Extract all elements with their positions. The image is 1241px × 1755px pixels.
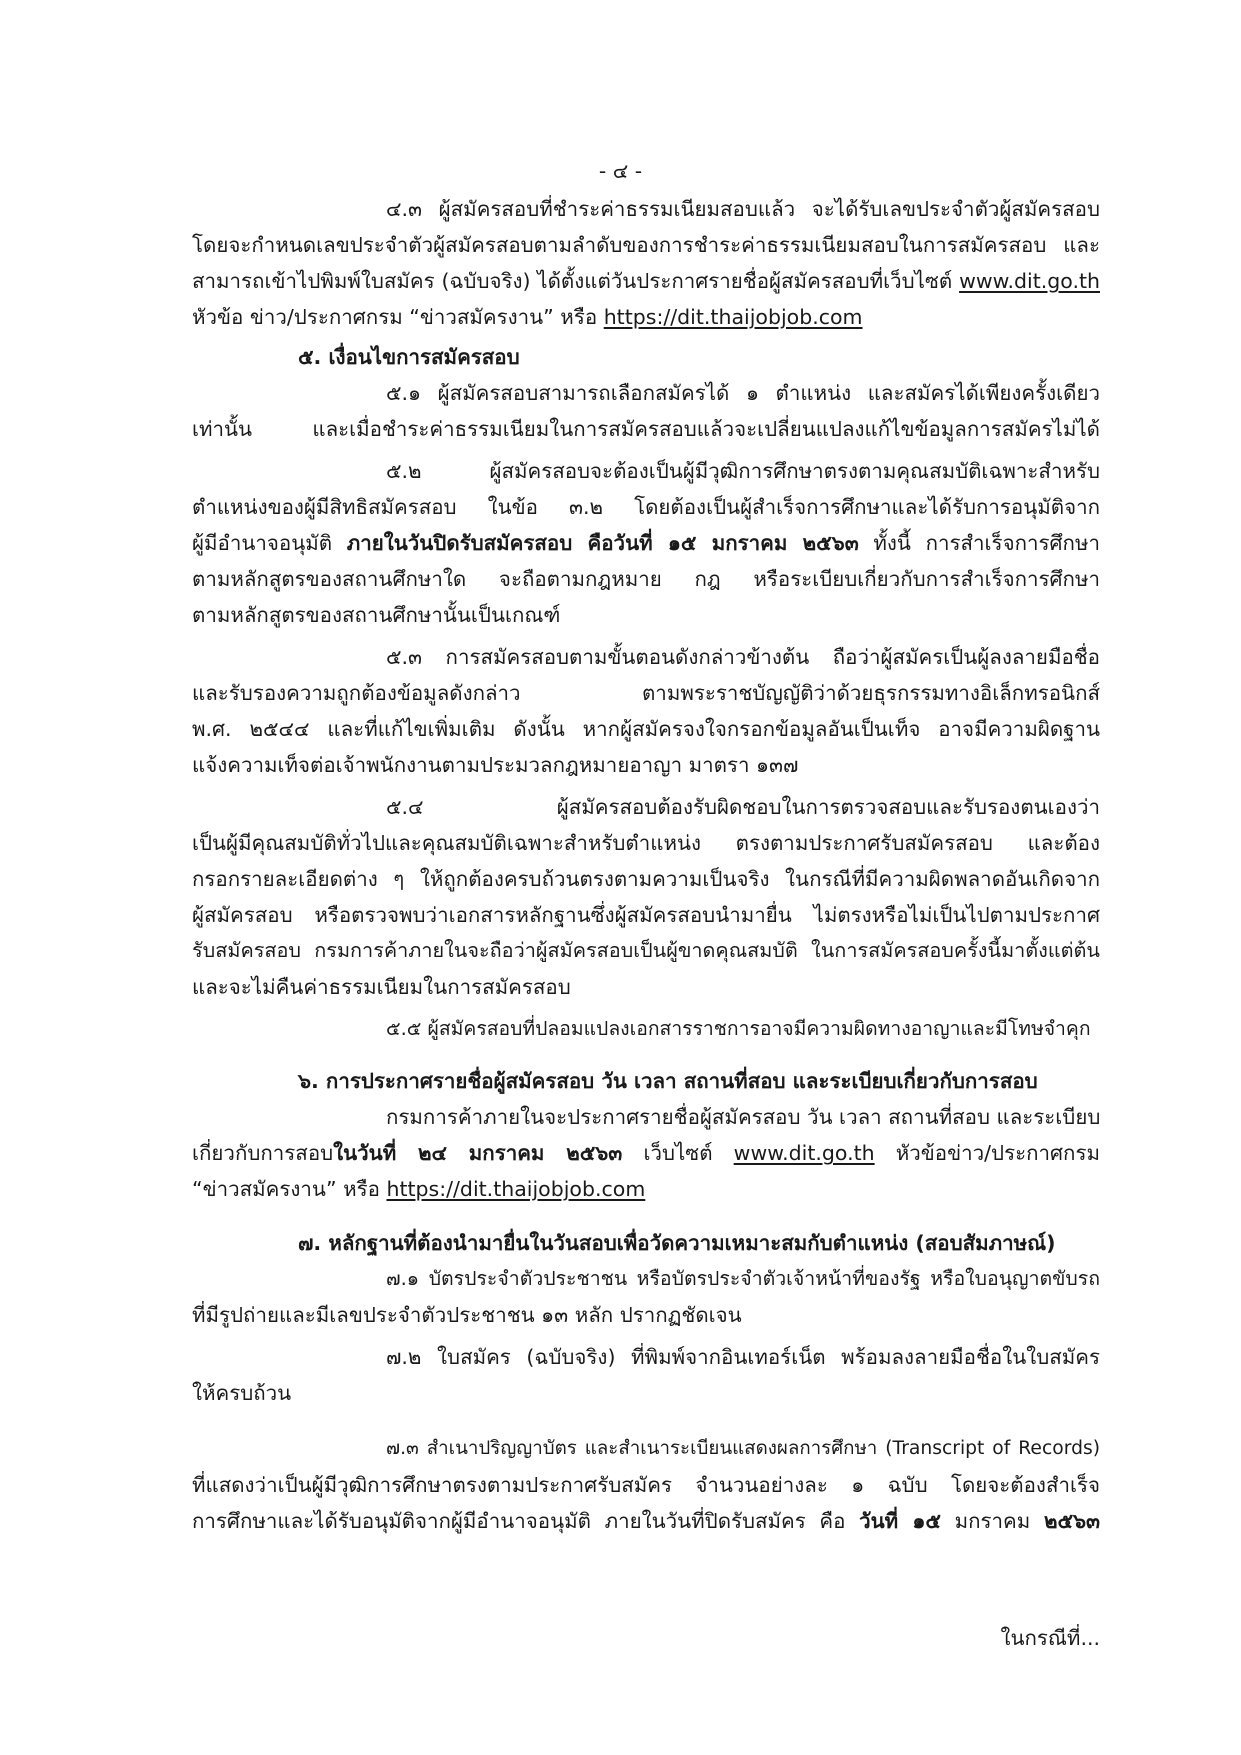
s7-3-deadline-month: มกราคม — [954, 1509, 1031, 1533]
s5-2-line-1: ๕.๒ ผู้สมัครสอบจะต้องเป็นผู้มีวุฒิการศึกษาตรงตามคุณสมบัติเฉพาะสำหรับ — [386, 459, 1100, 483]
s6-line-3 — [192, 1171, 1100, 1207]
s5-2-line-4: ตามหลักสูตรของสถานศึกษาใด จะถือตามกฎหมาย กฎ หรือระเบียบเกี่ยวกับการสำเร็จการศึกษา — [192, 567, 1100, 591]
s5-5-line-1: ๕.๕ ผู้สมัครสอบที่ปลอมแปลงเอกสารราชการอาจมีความผิดทางอาญาและมีโทษจำคุก — [386, 1017, 1091, 1040]
s5-1-line-2: เท่านั้น และเมื่อชำระค่าธรรมเนียมในการสมัครสอบแล้วจะเปลี่ยนแปลงแก้ไขข้อมูลการสมัครไม่ได้ — [192, 417, 1100, 441]
s7-3-line-3 — [192, 1503, 1100, 1539]
s5-3-line-4: แจ้งความเท็จต่อเจ้าพนักงานตามประมวลกฎหมายอาญา มาตรา ๑๓๗ — [192, 753, 799, 777]
s5-3-line-2: และรับรองความถูกต้องข้อมูลดังกล่าว ตามพระราชบัญญัติว่าด้วยธุรกรรมทางอิเล็กทรอนิกส์ — [192, 681, 1100, 705]
page-number: - ๔ - — [598, 159, 643, 183]
s5-3-line-3: พ.ศ. ๒๕๔๔ และที่แก้ไขเพิ่มเติม ดังนั้น หากผู้สมัครจงใจกรอกข้อมูลอันเป็นเท็จ อาจมีความผิดฐาน — [192, 717, 1100, 741]
s6-line-2 — [192, 1135, 1100, 1171]
s7-3-line-2: ที่แสดงว่าเป็นผู้มีวุฒิการศึกษาตรงตามประกาศรับสมัคร จำนวนอย่างละ ๑ ฉบับ โดยจะต้องสำเร็จ — [192, 1473, 1100, 1497]
s5-1-line-1: ๕.๑ ผู้สมัครสอบสามารถเลือกสมัครได้ ๑ ตำแหน่ง และสมัครได้เพียงครั้งเดียว — [386, 381, 1100, 405]
dit-website-link[interactable]: www.dit.go.th — [959, 269, 1100, 293]
s5-2-deadline: ภายในวันปิดรับสมัครสอบ คือวันที่ ๑๕ มกราคม ๒๕๖๓ — [346, 531, 859, 555]
s6-line-1: กรมการค้าภายในจะประกาศรายชื่อผู้สมัครสอบ วัน เวลา สถานที่สอบ และระเบียบ — [386, 1105, 1101, 1129]
s7-1-line-1: ๗.๑ บัตรประจำตัวประชาชน หรือบัตรประจำตัวเจ้าหน้าที่ของรัฐ หรือใบอนุญาตขับรถ — [386, 1267, 1100, 1290]
s4-3-line-4 — [192, 299, 1100, 335]
s5-2-line-3 — [192, 525, 1100, 561]
s5-2-line-3-text-c: ทั้งนี้ การสำเร็จการศึกษา — [873, 531, 1100, 555]
s6-announce-date: ในวันที่ ๒๔ มกราคม ๒๕๖๓ — [333, 1141, 623, 1165]
s6-line-2-text-c: เว็บไซต์ — [643, 1141, 713, 1165]
s4-3-line-1: ๔.๓ ผู้สมัครสอบที่ชำระค่าธรรมเนียมสอบแล้ว จะได้รับเลขประจำตัวผู้สมัครสอบ — [386, 197, 1100, 221]
s5-4-line-3: กรอกรายละเอียดต่าง ๆ ให้ถูกต้องครบถ้วนตรงตามความเป็นจริง ในกรณีที่มีความผิดพลาดอันเกิดจาก — [192, 867, 1100, 891]
s6-line-2-text-d: หัวข้อข่าว/ประกาศกรม — [895, 1141, 1100, 1165]
s5-4-line-2: เป็นผู้มีคุณสมบัติทั่วไปและคุณสมบัติเฉพาะสำหรับตำแหน่ง ตรงตามประกาศรับสมัครสอบ และต้อง — [192, 831, 1100, 855]
section-5-heading: ๕. เงื่อนไขการสมัครสอบ — [298, 345, 520, 369]
s6-thaijobjob-link[interactable]: https://dit.thaijobjob.com — [386, 1177, 646, 1201]
s7-3-line-1: ๗.๓ สำเนาปริญญาบัตร และสำเนาระเบียนแสดงผลการศึกษา (Transcript of Records) — [386, 1438, 1100, 1459]
s7-1-line-2: ที่มีรูปถ่ายและมีเลขประจำตัวประชาชน ๑๓ หลัก ปรากฏชัดเจน — [192, 1303, 742, 1327]
s6-line-3-text: “ข่าวสมัครงาน” หรือ — [192, 1177, 380, 1201]
s4-3-line-4-text: หัวข้อ ข่าว/ประกาศกรม “ข่าวสมัครงาน” หรือ — [192, 305, 598, 329]
thaijobjob-link[interactable]: https://dit.thaijobjob.com — [603, 305, 863, 329]
s5-2-line-2: ตำแหน่งของผู้มีสิทธิสมัครสอบ ในข้อ ๓.๒ โดยต้องเป็นผู้สำเร็จการศึกษาและได้รับการอนุมัติจาก — [192, 495, 1100, 519]
s4-3-line-3 — [192, 263, 1100, 299]
s5-2-line-3-text-a: ผู้มีอำนาจอนุมัติ — [192, 531, 333, 555]
section-6-heading: ๖. การประกาศรายชื่อผู้สมัครสอบ วัน เวลา สถานที่สอบ และระเบียบเกี่ยวกับการสอบ — [298, 1069, 1038, 1093]
s6-line-2-text-a: เกี่ยวกับการสอบ — [192, 1141, 334, 1165]
continuation-text: ในกรณีที่... — [1000, 1626, 1100, 1650]
s5-4-line-5: รับสมัครสอบ กรมการค้าภายในจะถือว่าผู้สมัครสอบเป็นผู้ขาดคุณสมบัติ ในการสมัครสอบครั้งนี้มาตั้งแต่ต้น — [192, 939, 1100, 962]
s4-3-line-2: โดยจะกำหนดเลขประจำตัวผู้สมัครสอบตามลำดับของการชำระค่าธรรมเนียมสอบในการสมัครสอบ และ — [192, 233, 1100, 257]
s7-3-deadline-year: ๒๕๖๓ — [1043, 1509, 1100, 1533]
s5-4-line-6: และจะไม่คืนค่าธรรมเนียมในการสมัครสอบ — [192, 975, 571, 999]
section-7-heading: ๗. หลักฐานที่ต้องนำมายื่นในวันสอบเพื่อวัดความเหมาะสมกับตำแหน่ง (สอบสัมภาษณ์) — [298, 1231, 1056, 1255]
s7-2-line-1: ๗.๒ ใบสมัคร (ฉบับจริง) ที่พิมพ์จากอินเทอร์เน็ต พร้อมลงลายมือชื่อในใบสมัคร — [386, 1345, 1100, 1369]
s5-3-line-1: ๕.๓ การสมัครสอบตามขั้นตอนดังกล่าวข้างต้น ถือว่าผู้สมัครเป็นผู้ลงลายมือชื่อ — [386, 645, 1100, 669]
s4-3-line-3-text: สามารถเข้าไปพิมพ์ใบสมัคร (ฉบับจริง) ได้ตั้งแต่วันประกาศรายชื่อผู้สมัครสอบที่เว็บไซต์ — [192, 269, 953, 293]
s6-dit-website-link[interactable]: www.dit.go.th — [733, 1141, 875, 1165]
s7-2-line-2: ให้ครบถ้วน — [192, 1381, 292, 1405]
s7-3-line-3-text-a: การศึกษาและได้รับอนุมัติจากผู้มีอำนาจอนุมัติ ภายในวันที่ปิดรับสมัคร คือ — [192, 1509, 846, 1533]
s5-4-line-1: ๕.๔ ผู้สมัครสอบต้องรับผิดชอบในการตรวจสอบและรับรองตนเองว่า — [386, 795, 1100, 819]
s5-2-line-5: ตามหลักสูตรของสถานศึกษานั้นเป็นเกณฑ์ — [192, 603, 561, 627]
s7-3-deadline-day: วันที่ ๑๕ — [859, 1509, 941, 1533]
s5-4-line-4: ผู้สมัครสอบ หรือตรวจพบว่าเอกสารหลักฐานซึ่งผู้สมัครสอบนำมายื่น ไม่ตรงหรือไม่เป็นไปตามประกาศ — [192, 903, 1100, 927]
